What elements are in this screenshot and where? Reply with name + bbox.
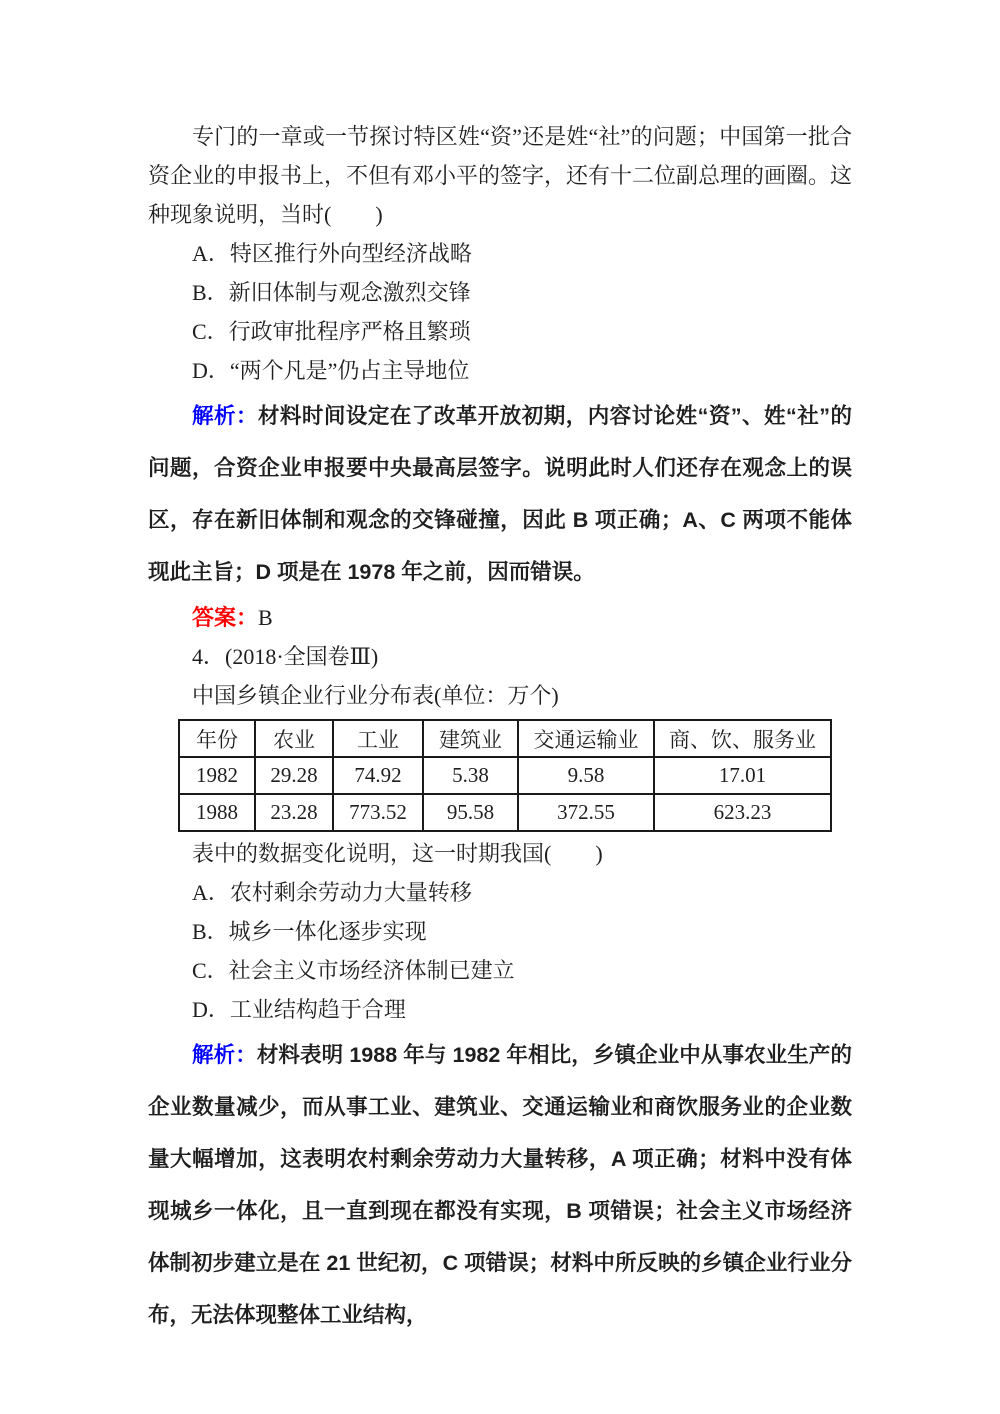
question3-stem: 专门的一章或一节探讨特区姓“资”还是姓“社”的问题；中国第一批合资企业的申报书上，不但有邓小平的签字，还有十二位副总理的画圈。这种现象说明，当时( )	[148, 124, 853, 227]
analysis-text: 材料表明 1988 年与 1982 年相比，乡镇企业中从事农业生产的企业数量减少，而从事工业、建筑业、交通运输业和商饮服务业的企业数量大幅增加，这表明农村剩余劳动力大量转移，A 项正确；材料中没有体现城乡一体化，且一直到现在都没有实现，B 项错误；社会主义市场经济体制初步建立是在 21 世纪初，C 项错误；材料中所反映的乡镇企业行业分布，无法体现整体工业结构，	[148, 1043, 852, 1327]
table-header-cell: 年份	[179, 720, 255, 757]
question3-option-c: C．行政审批程序严格且繁琐	[192, 319, 471, 344]
analysis-text: 材料时间设定在了改革开放初期，内容讨论姓“资”、姓“社”的问题，合资企业申报要中央最高层签字。说明此时人们还存在观念上的误区，存在新旧体制和观念的交锋碰撞，因此 B 项正确；A、C 两项不能体现此主旨；D 项是在 1978 年之前，因而错误。	[148, 404, 852, 584]
answer-label: 答案：	[192, 605, 259, 630]
question3-answer-line	[148, 598, 852, 637]
question4-table-title: 中国乡镇企业行业分布表(单位：万个)	[192, 683, 559, 708]
table-cell: 23.28	[255, 794, 333, 831]
question4-number: 4．(2018·全国卷Ⅲ)	[192, 644, 379, 669]
table-cell: 5.38	[423, 757, 518, 794]
question3-option-a: A．特区推行外向型经济战略	[192, 241, 472, 266]
table-cell: 95.58	[423, 794, 518, 831]
analysis-label: 解析：	[192, 1043, 257, 1067]
table-header-cell: 工业	[333, 720, 423, 757]
question4-option-a: A．农村剩余劳动力大量转移	[192, 880, 472, 905]
question4-analysis	[148, 1029, 852, 1341]
table-cell: 1982	[179, 757, 255, 794]
table-header-cell: 建筑业	[423, 720, 518, 757]
table-row-1988	[179, 794, 831, 831]
analysis-label: 解析：	[192, 404, 258, 428]
table-header-cell: 商、饮、服务业	[654, 720, 831, 757]
question3-option-d: D．“两个凡是”仍占主导地位	[192, 358, 470, 383]
question4-option-d: D．工业结构趋于合理	[192, 997, 406, 1022]
table-cell: 623.23	[654, 794, 831, 831]
question3-option-b: B．新旧体制与观念激烈交锋	[192, 280, 471, 305]
table-cell: 17.01	[654, 757, 831, 794]
answer-value: B	[258, 605, 273, 630]
table-row-1982	[179, 757, 831, 794]
table-cell: 74.92	[333, 757, 423, 794]
table-cell: 773.52	[333, 794, 423, 831]
table-header-cell: 交通运输业	[518, 720, 654, 757]
table-cell: 1988	[179, 794, 255, 831]
industry-distribution-table	[178, 719, 832, 832]
table-cell: 29.28	[255, 757, 333, 794]
table-cell: 9.58	[518, 757, 654, 794]
question4-stem: 表中的数据变化说明，这一时期我国( )	[192, 841, 603, 866]
question3-analysis	[148, 390, 852, 598]
question4-option-c: C．社会主义市场经济体制已建立	[192, 958, 515, 983]
question4-option-b: B．城乡一体化逐步实现	[192, 919, 427, 944]
table-header-row	[179, 720, 831, 757]
table-cell: 372.55	[518, 794, 654, 831]
table-header-cell: 农业	[255, 720, 333, 757]
